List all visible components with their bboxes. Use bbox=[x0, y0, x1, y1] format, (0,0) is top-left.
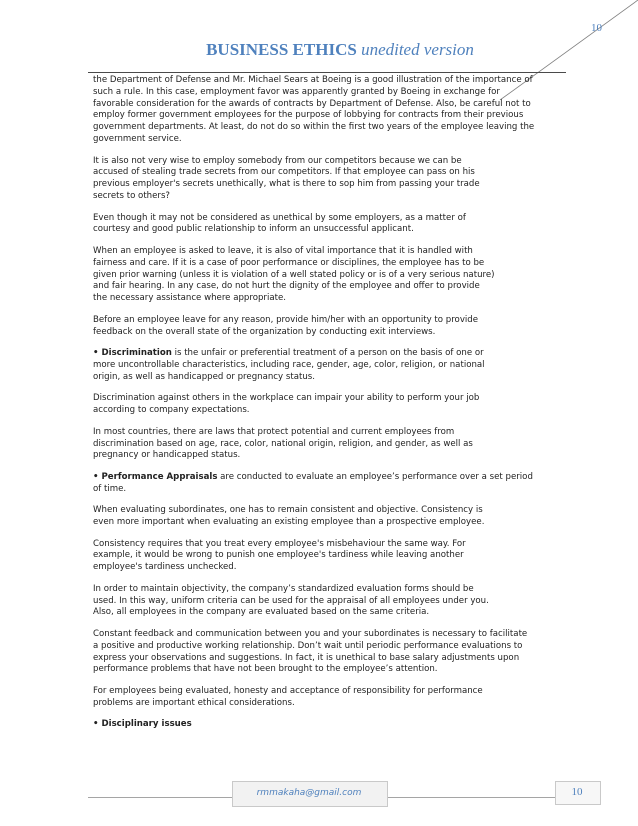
paragraph: In most countries, there are laws that protect potential and current employees from discrimination based on age, race, color, national origin, religion, and gender, as well as pregnancy or handicapped status. bbox=[93, 426, 473, 461]
paragraph-performance-appraisals bbox=[93, 472, 571, 496]
paragraph: When an employee is asked to leave, it is also of vital importance that it is handled with fairness and care. If it is a case of poor performance or disciplines, the employee has to be given prior warning (unless it is violation of a well stated policy or is of a very serious nature) and fair hearing. In any case, do not hurt the dignity of the employee and offer to provide the necessary assistance where appropriate. bbox=[93, 245, 495, 304]
footer-page-number: 10 bbox=[571, 786, 583, 798]
title-subtitle: unedited version bbox=[361, 40, 474, 59]
paragraph: Constant feedback and communication between you and your subordinates is necessary to facilitate a positive and productive working relationship. Don’t wait until periodic performance evaluations to express your observations and suggestions. In fact, it is unethical to base salary adjustments upon performance problems that have not been brought to the employee’s attention. bbox=[93, 629, 528, 675]
paragraph: Discrimination against others in the workplace can impair your ability to perform your job according to company expectations. bbox=[93, 393, 480, 416]
term-disciplinary-issues: • Disciplinary issues bbox=[93, 719, 192, 730]
term-discrimination: • Discrimination bbox=[93, 348, 172, 359]
paragraph: When evaluating subordinates, one has to remain consistent and objective. Consistency is even more important when evaluating an existing employee than a prospective employee. bbox=[93, 505, 485, 528]
paragraph-disciplinary-issues bbox=[93, 719, 571, 731]
paragraph: For employees being evaluated, honesty and acceptance of responsibility for performance problems are important ethical considerations. bbox=[93, 686, 483, 708]
title-main: BUSINESS ETHICS bbox=[206, 40, 357, 59]
term-performance-appraisals: • Performance Appraisals bbox=[93, 471, 218, 482]
paragraph: Even though it may not be considered as unethical by some employers, as a matter of courtesy and good public relationship to inform an unsuccessful applicant. bbox=[93, 212, 466, 235]
paragraph-text: are conducted to evaluate an employee’s performance over a set period of time. bbox=[93, 471, 533, 494]
paragraph: the Department of Defense and Mr. Michael Sears at Boeing is a good illustration of the importance of such a rule. In this case, employment favor was apparently granted by Boeing in exchange for favorable consideration for the awards of contracts by Department of Defense. Also, be careful not to employ former government employees for the purpose of lobbying for contracts from their previous government departments. At least, do not do so within the first two years of the employee leaving the government service. bbox=[93, 75, 535, 144]
paragraph: Consistency requires that you treat every employee's misbehaviour the same way. For example, it would be wrong to punish one employee's tardiness while leaving another employee's tardiness unchecked. bbox=[93, 538, 466, 573]
header-rule bbox=[88, 72, 566, 73]
page-title bbox=[120, 40, 560, 60]
paragraph: In order to maintain objectivity, the company’s standardized evaluation forms should be used. In this way, uniform criteria can be used for the appraisal of all employees under you. Also, all employees in the company are evaluated based on the same criteria. bbox=[93, 583, 489, 618]
paragraph-discrimination bbox=[93, 348, 571, 383]
paragraph: It is also not very wise to employ somebody from our competitors because we can be accused of stealing trade secrets from our competitors. If that employee can pass on his previous employer's secrets unethically, what is there to sop him from passing your trade secrets to others? bbox=[93, 155, 480, 201]
footer-email: rmmakaha@gmail.com bbox=[256, 788, 362, 798]
paragraph: Before an employee leave for any reason, provide him/her with an opportunity to provide feedback on the overall state of the organization by conducting exit interviews. bbox=[93, 314, 479, 337]
document-body bbox=[93, 75, 571, 741]
page-number-top: 10 bbox=[591, 22, 602, 34]
paragraph-text: is the unfair or preferential treatment of a person on the basis of one or more uncontrollable characteristics, including race, gender, age, color, religion, or national origin, as well as handicapped or pregnancy status. bbox=[93, 348, 485, 382]
